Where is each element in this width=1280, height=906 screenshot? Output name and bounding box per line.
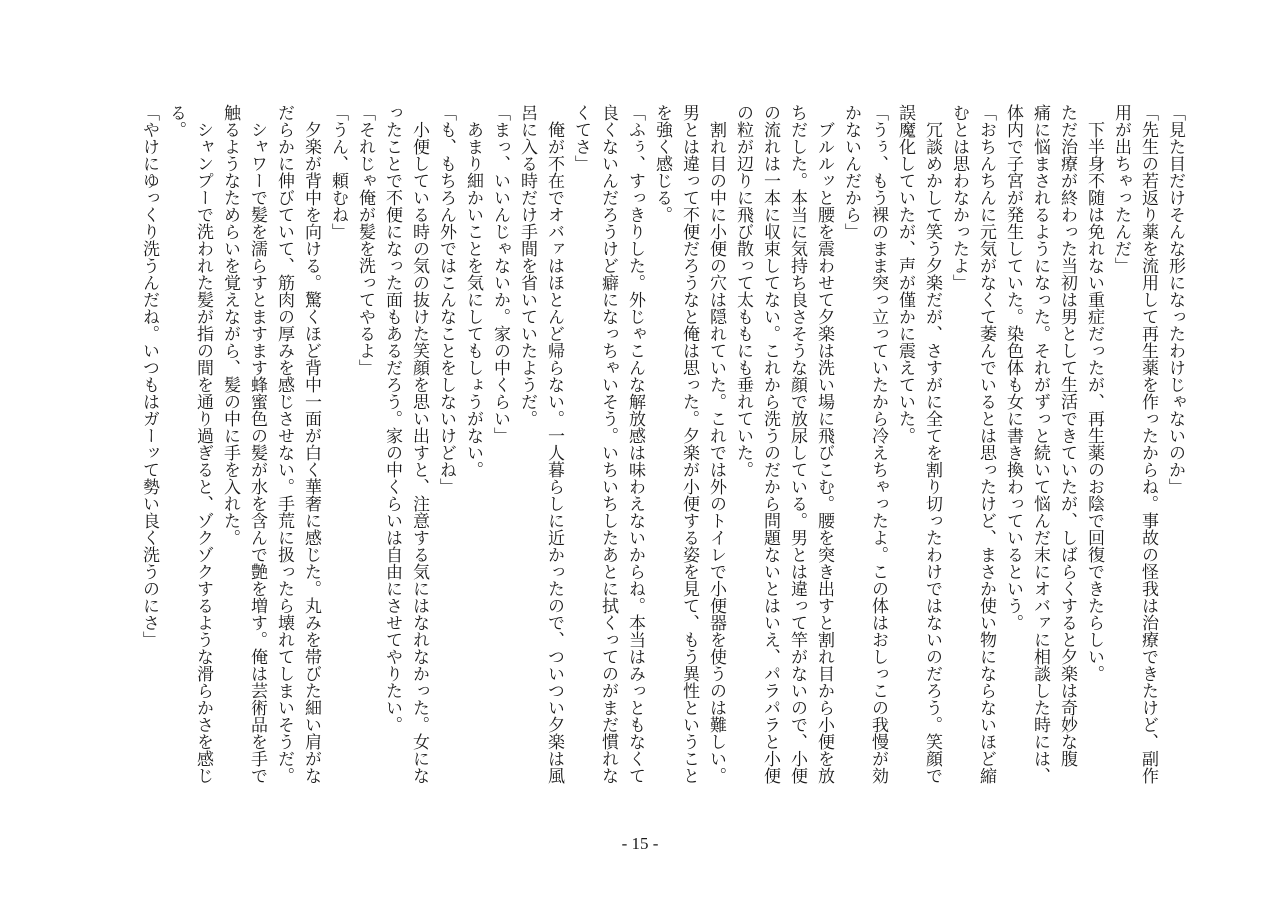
text-column: 「やけにゆっくり洗うんだね。いつもはガーッて勢い良く洗うのにさ」	[139, 104, 159, 648]
text-column: 体内で子宮が発生していた。染色体も女に書き換わっているという。	[1003, 104, 1023, 631]
text-column: 用が出ちゃったんだ」	[1111, 104, 1131, 274]
text-column: 「先生の若返り薬を流用して再生薬を作ったからね。事故の怪我は治療できたけど、副作	[1138, 104, 1158, 784]
text-column: 「まっ、いいんじゃないか。家の中くらい」	[490, 104, 510, 444]
text-column: 「も、もちろん外ではこんなことをしないけどね」	[436, 104, 456, 495]
text-column: くてさ」	[571, 104, 591, 172]
text-column: シャワーで髪を濡らすとますます蜂蜜色の髪が水を含んで艶を増す。俺は芸術品を手で	[247, 104, 267, 784]
text-column: だらかに伸びていて、筋肉の厚みを感じさせない。手荒に扱ったら壊れてしまいそうだ。	[274, 104, 294, 784]
text-column: 痛に悩まされるようになった。それがずっと続いて悩んだ末にオバァに相談した時には、	[1030, 104, 1050, 784]
text-column: 「見た目だけそんな形になったわけじゃないのか」	[1165, 104, 1185, 495]
text-column: 俺が不在でオバァはほとんど帰らない。一人暮らしに近かったので、ついつい夕楽は風	[544, 104, 564, 784]
text-column: ただ治療が終わった当初は男として生活できていたが、しばらくすると夕楽は奇妙な腹	[1057, 104, 1077, 767]
text-column: あまり細かいことを気にしてもしょうがない。	[463, 104, 483, 478]
text-column: 触るようなためらいを覚えながら、髪の中に手を入れた。	[220, 104, 240, 546]
text-column: ブルルッと腰を震わせて夕楽は洗い場に飛びこむ。腰を突き出すと割れ目から小便を放	[814, 104, 834, 784]
text-column: 「それじゃ俺が髪を洗ってやるよ」	[355, 104, 375, 376]
text-column: むとは思わなかったよ」	[949, 104, 969, 291]
text-column: 冗談めかして笑う夕楽だが、さすがに全てを割り切ったわけではないのだろう。笑顔で	[922, 104, 942, 784]
page-number: - 15 -	[621, 834, 659, 853]
text-column: を強く感じる。	[652, 104, 672, 223]
text-column: ちだした。本当に気持ち良さそうな顔で放尿している。男とは違って竿がないので、小便	[787, 104, 807, 784]
text-column: シャンプーで洗われた髪が指の間を通り過ぎると、ゾクゾクするような滑らかさを感じ	[193, 104, 213, 784]
text-column: 小便している時の気の抜けた笑顔を思い出すと、注意する気にはなれなかった。女にな	[409, 104, 429, 784]
text-column: る。	[166, 104, 186, 138]
text-column: 割れ目の中に小便の穴は隠れていた。これでは外のトイレで小便器を使うのは難しい。	[706, 104, 726, 784]
text-column: 「うん、頼むね」	[328, 104, 348, 240]
text-column: 呂に入る時だけ手間を省いていたようだ。	[517, 104, 537, 427]
text-column: ったことで不便になった面もあるだろう。家の中くらいは自由にさせてやりたい。	[382, 104, 402, 733]
text-column: 「うぅ、もう裸のまま突っ立っていたから冷えちゃったよ。この体はおしっこの我慢が効	[868, 104, 888, 784]
text-column: 夕楽が背中を向ける。驚くほど背中一面が白く華奢に感じた。丸みを帯びた細い肩がな	[301, 104, 321, 784]
vertical-body-text	[135, 104, 1188, 804]
text-column: 良くないんだろうけど癖になっちゃいそう。いちいちしたあとに拭くってのがまだ慣れな	[598, 104, 618, 784]
text-column: 「ふぅ、すっきりした。外じゃこんな解放感は味わえないからね。本当はみっともなくて	[625, 104, 645, 784]
text-column: かないんだから」	[841, 104, 861, 240]
text-column: 「おちんちんに元気がなくて萎んでいるとは思ったけど、まさか使い物にならないほど縮	[976, 104, 996, 784]
text-column: 男とは違って不便だろうなと俺は思った。夕楽が小便する姿を見て、もう異性ということ	[679, 104, 699, 784]
text-column: 誤魔化していたが、声が僅かに震えていた。	[895, 104, 915, 444]
text-column: の流れは一本に収束してない。これから洗うのだから問題ないとはいえ、パラパラと小便	[760, 104, 780, 784]
text-column: 下半身不随は免れない重症だったが、再生薬のお陰で回復できたらしい。	[1084, 104, 1104, 682]
text-column: の粒が辺りに飛び散って太ももにも垂れていた。	[733, 104, 753, 478]
